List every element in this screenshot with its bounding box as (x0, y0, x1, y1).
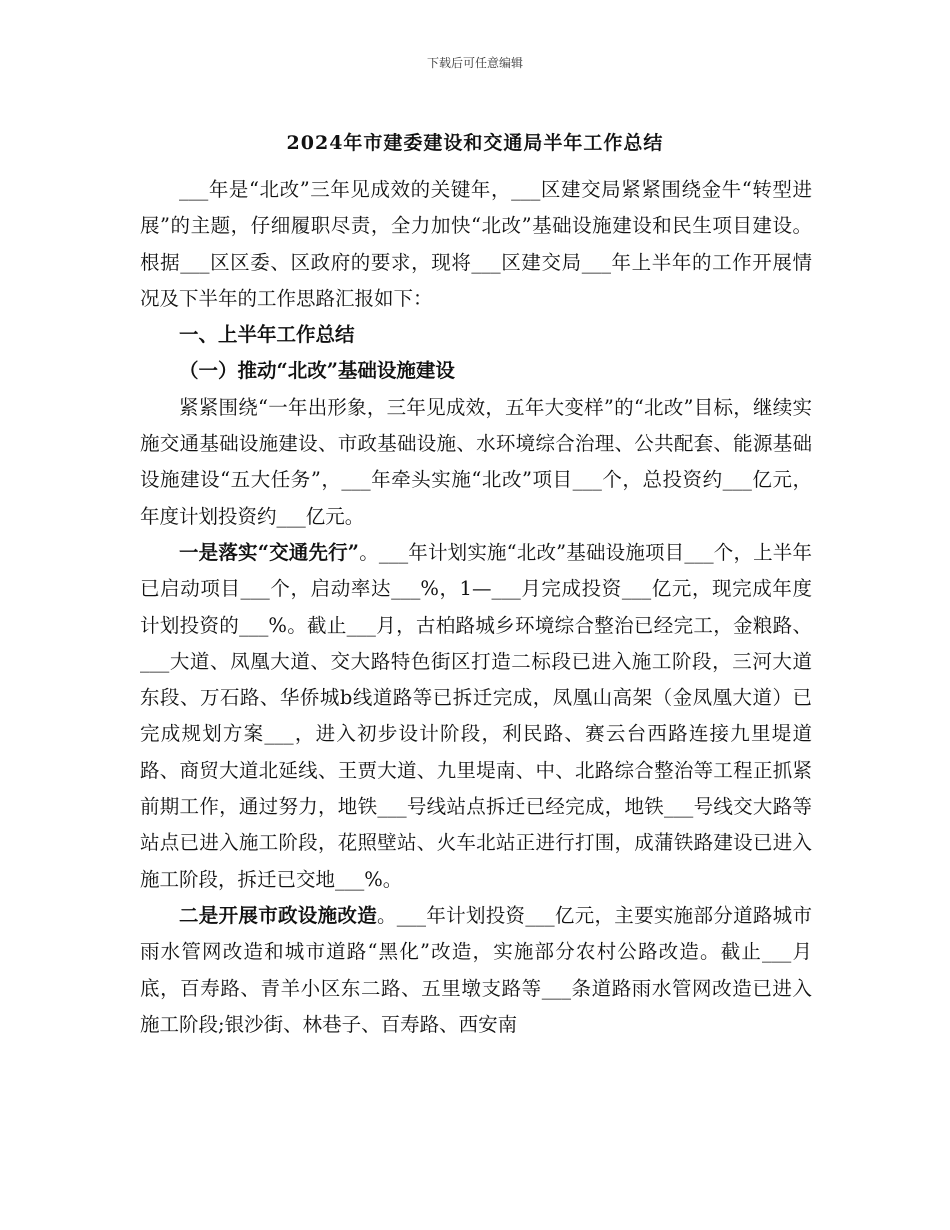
intro-paragraph: ___年是“北改”三年见成效的关键年，___区建交局紧紧围绕金牛“转型进展”的主题，仔细履职尽责，全力加快“北改”基础设施建设和民生项目建设。根据___区区委、区政府的要求，现将___区建交局___年上半年的工作开展情况及下半年的工作思路汇报如下： (140, 178, 812, 310)
paragraph-text: 。___年计划投资___亿元，主要实施部分道路城市雨水管网改造和城市道路“黑化”改造，实施部分农村公路改造。截止___月底，百寿路、青羊小区东二路、五里墩支路等___条道路雨水管网改造已进入施工阶段;银沙街、林巷子、百寿路、西安南 (140, 903, 812, 1036)
page-header-note: 下载后可任意编辑 (426, 56, 523, 70)
paragraph-text: 。___年计划实施“北改”基础设施项目___个，上半年已启动项目___个，启动率达___%，1—___月完成投资___亿元，现完成年度计划投资的___%。截止___月，古柏路城乡环境综合整治已经完工，金粮路、___大道、凤凰大道、交大路特色街区打造二标段已进入施工阶段，三河大道东段、万石路、华侨城b线道路等已拆迁完成，凤凰山高架（金凤凰大道）已完成规划方案___，进入初步设计阶段，利民路、赛云台西路连接九里堤道路、商贸大道北延线、王贾大道、九里堤南、中、北路综合整治等工程正抓紧前期工作，通过努力，地铁___号线站点拆迁已经完成，地铁___号线交大路等站点已进入施工阶段，花照壁站、火车北站正进行打围，成蒲铁路建设已进入施工阶段，拆迁已交地___%。 (140, 540, 812, 891)
paragraph-north-reform: 紧紧围绕“一年出形象，三年见成效，五年大变样”的“北改”目标，继续实施交通基础设施建设、市政基础设施、水环境综合治理、公共配套、能源基础设施建设“五大任务”，___年牵头实施“北改”项目___个，总投资约___亿元，年度计划投资约___亿元。 (140, 395, 812, 528)
document-title: 2024年市建委建设和交通局半年工作总结 (286, 132, 664, 154)
paragraph-lead: 一是落实“交通先行” (179, 540, 360, 564)
paragraph-transport-first (140, 535, 812, 898)
paragraph-lead: 二是开展市政设施改造 (179, 903, 377, 927)
paragraph-municipal-facilities (140, 898, 812, 1043)
document-body (140, 172, 812, 1043)
section-heading: 一、上半年工作总结 (179, 323, 355, 347)
subsection-heading: （一）推动“北改”基础设施建设 (179, 359, 455, 383)
